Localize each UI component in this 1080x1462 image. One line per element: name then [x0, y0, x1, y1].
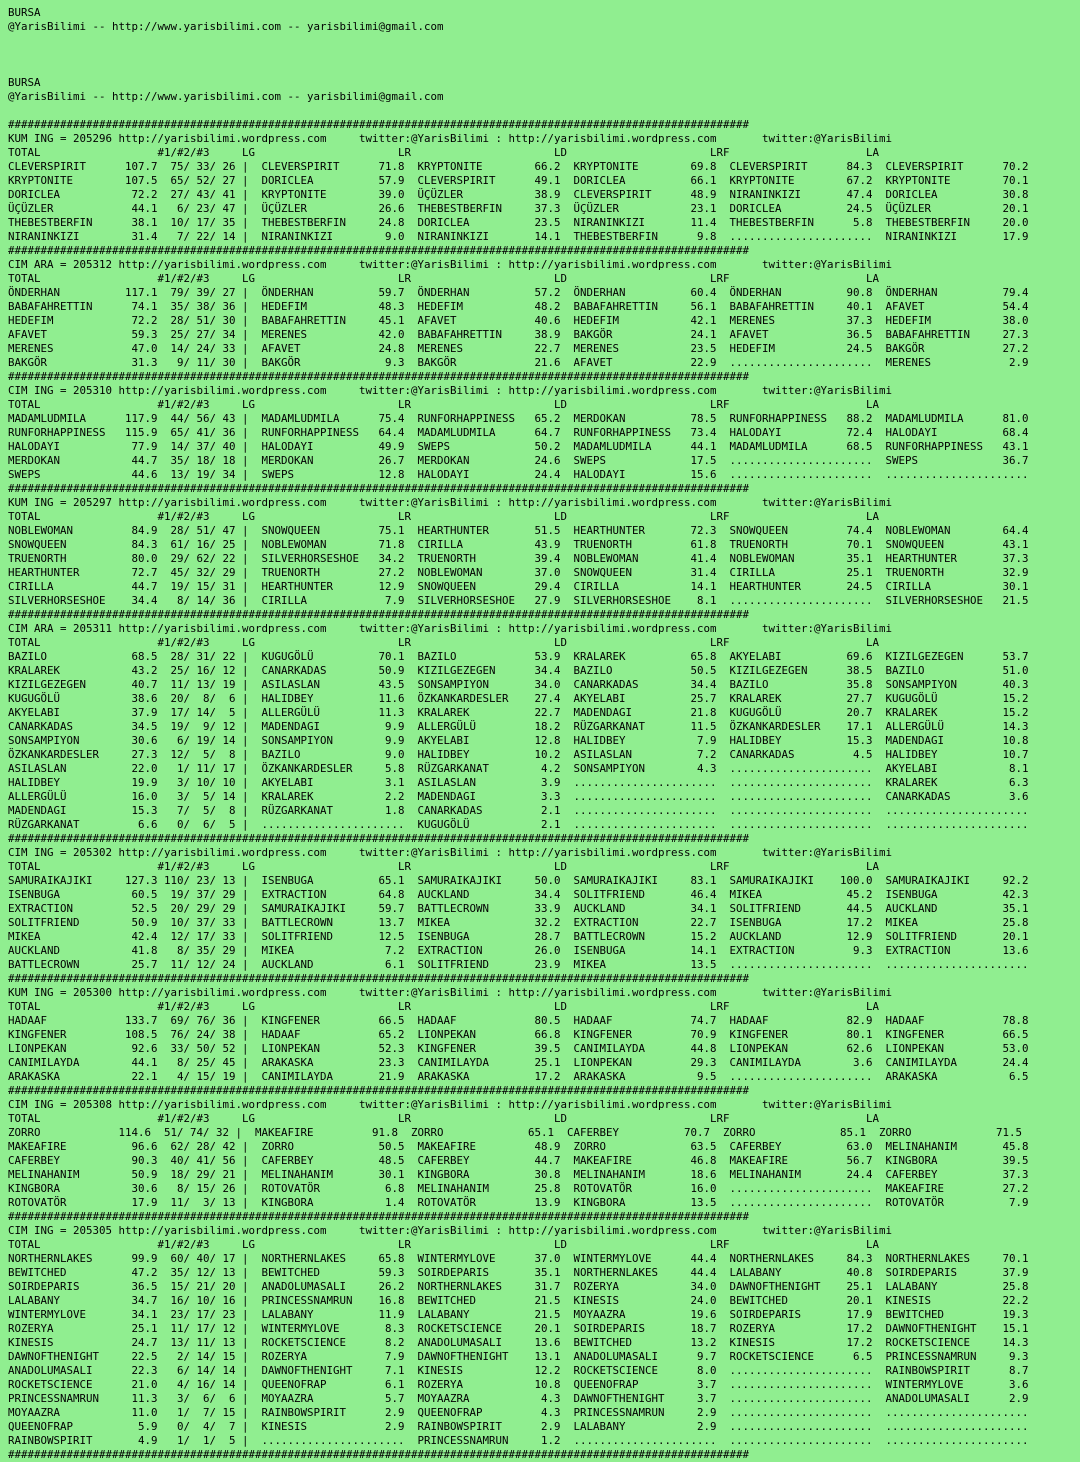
table-row: LALABANY 34.7 16/ 10/ 16 | PRINCESSNAMRUN 16.8 BEWITCHED 21.5 KINESIS 24.0 BEWITCHED 20.1 KINESIS 22.2: [8, 1294, 1029, 1307]
column-header-row: TOTAL #1/#2/#3 LG LR LD LRF LA: [8, 860, 880, 873]
table-row: ROCKETSCIENCE 21.0 4/ 16/ 14 | QUEENOFRAP 6.1 ROZERYA 10.8 QUEENOFRAP 3.7 ...................... WINTERMYLOVE 3.6: [8, 1378, 1029, 1391]
spacer: [8, 48, 1080, 62]
table-row: SOIRDEPARIS 36.5 15/ 21/ 20 | ANADOLUMASALI 26.2 NORTHERNLAKES 31.7 ROZERYA 34.0 DAWNOFTHENIGHT 25.1 LALABANY 25.8: [8, 1280, 1029, 1293]
table-row: RAINBOWSPIRIT 4.9 1/ 1/ 5 | ...................... PRINCESSNAMRUN 1.2 ...................... ...................... ......................: [8, 1434, 1029, 1447]
race-block: [8, 1084, 1080, 1210]
separator-line: ##################################################################################################################: [8, 972, 750, 985]
table-row: DORICLEA 72.2 27/ 43/ 41 | KRYPTONITE 39.0 ÜÇÜZLER 38.9 CLEVERSPIRIT 48.9 NIRANINKIZI 47.4 DORICLEA 30.8: [8, 188, 1029, 201]
table-row: SILVERHORSESHOE 34.4 8/ 14/ 36 | CIRILLA 7.9 SILVERHORSESHOE 27.9 SILVERHORSESHOE 8.1 ...................... SILVERHORSESHOE 21.5: [8, 594, 1029, 607]
column-header-row: TOTAL #1/#2/#3 LG LR LD LRF LA: [8, 272, 880, 285]
race-title: CIM ING = 205310 http://yarisbilimi.wordpress.com twitter:@YarisBilimi : http://yarisbilimi.wordpress.com twitter:@YarisBilimi: [8, 384, 893, 397]
table-row: DAWNOFTHENIGHT 22.5 2/ 14/ 15 | ROZERYA 7.9 DAWNOFTHENIGHT 13.1 ANADOLUMASALI 9.7 ROCKETSCIENCE 6.5 PRINCESSNAMRUN 9.3: [8, 1350, 1029, 1363]
table-row: RUNFORHAPPINESS 115.9 65/ 41/ 36 | RUNFORHAPPINESS 64.4 MADAMLUDMILA 64.7 RUNFORHAPPINESS 73.4 HALODAYI 72.4 HALODAYI 68.4: [8, 426, 1029, 439]
table-row: CIRILLA 44.7 19/ 15/ 31 | HEARTHUNTER 12.9 SNOWQUEEN 29.4 CIRILLA 14.1 HEARTHUNTER 24.5 CIRILLA 30.1: [8, 580, 1029, 593]
race-title: CIM ING = 205305 http://yarisbilimi.wordpress.com twitter:@YarisBilimi : http://yarisbilimi.wordpress.com twitter:@YarisBilimi: [8, 1224, 893, 1237]
table-row: MELINAHANIM 50.9 18/ 29/ 21 | MELINAHANIM 30.1 KINGBORA 30.8 MELINAHANIM 18.6 MELINAHANIM 24.4 CAFERBEY 37.3: [8, 1168, 1029, 1181]
separator-line: ##################################################################################################################: [8, 1084, 750, 1097]
race-title: CIM ARA = 205311 http://yarisbilimi.wordpress.com twitter:@YarisBilimi : http://yarisbilimi.wordpress.com twitter:@YarisBilimi: [8, 622, 893, 635]
table-row: EXTRACTION 52.5 20/ 29/ 29 | SAMURAIKAJIKI 59.7 BATTLECROWN 33.9 AUCKLAND 34.1 SOLITFRIEND 44.5 AUCKLAND 35.1: [8, 902, 1029, 915]
table-row: SNOWQUEEN 84.3 61/ 16/ 25 | NOBLEWOMAN 71.8 CIRILLA 43.9 TRUENORTH 61.8 TRUENORTH 70.1 SNOWQUEEN 43.1: [8, 538, 1029, 551]
table-row: KINGBORA 30.6 8/ 15/ 26 | ROTOVATÖR 6.8 MELINAHANIM 25.8 ROTOVATÖR 16.0 ...................... MAKEAFIRE 27.2: [8, 1182, 1029, 1195]
table-row: ANADOLUMASALI 22.3 6/ 14/ 14 | DAWNOFTHENIGHT 7.1 KINESIS 12.2 ROCKETSCIENCE 8.0 ...................... RAINBOWSPIRIT 8.7: [8, 1364, 1029, 1377]
race-block: [8, 482, 1080, 608]
table-row: CANARKADAS 34.5 19/ 9/ 12 | MADENDAGI 9.9 ALLERGÜLÜ 18.2 RÜZGARKANAT 11.5 ÖZKANKARDESLER 17.1 ALLERGÜLÜ 14.3: [8, 720, 1029, 733]
race-block: [8, 1210, 1080, 1448]
table-row: KRYPTONITE 107.5 65/ 52/ 27 | DORICLEA 57.9 CLEVERSPIRIT 49.1 DORICLEA 66.1 KRYPTONITE 67.2 KRYPTONITE 70.1: [8, 174, 1029, 187]
race-title: CIM ARA = 205312 http://yarisbilimi.wordpress.com twitter:@YarisBilimi : http://yarisbilimi.wordpress.com twitter:@YarisBilimi: [8, 258, 893, 271]
spacer: [8, 104, 1080, 118]
table-row: MAKEAFIRE 96.6 62/ 28/ 42 | ZORRO 50.5 MAKEAFIRE 48.9 ZORRO 63.5 CAFERBEY 63.0 MELINAHANIM 45.8: [8, 1140, 1029, 1153]
table-row: PRINCESSNAMRUN 11.3 3/ 6/ 6 | MOYAAZRA 5.7 MOYAAZRA 4.3 DAWNOFTHENIGHT 3.7 ...................... ANADOLUMASALI 2.9: [8, 1392, 1029, 1405]
table-row: MIKEA 42.4 12/ 17/ 33 | SOLITFRIEND 12.5 ISENBUGA 28.7 BATTLECROWN 15.2 AUCKLAND 12.9 SOLITFRIEND 20.1: [8, 930, 1029, 943]
table-row: MADAMLUDMILA 117.9 44/ 56/ 43 | MADAMLUDMILA 75.4 RUNFORHAPPINESS 65.2 MERDOKAN 78.5 RUNFORHAPPINESS 88.2 MADAMLUDMILA 81.0: [8, 412, 1029, 425]
column-header-row: TOTAL #1/#2/#3 LG LR LD LRF LA: [8, 398, 880, 411]
table-row: HALIDBEY 19.9 3/ 10/ 10 | AKYELABI 3.1 ASILASLAN 3.9 ...................... ...................... KRALAREK 6.3: [8, 776, 1029, 789]
contact-line: @YarisBilimi -- http://www.yarisbilimi.com -- yarisbilimi@gmail.com: [8, 20, 444, 33]
race-block: [8, 118, 1080, 244]
table-row: BEWITCHED 47.2 35/ 12/ 13 | BEWITCHED 59.3 SOIRDEPARIS 35.1 NORTHERNLAKES 44.4 LALABANY 40.8 SOIRDEPARIS 37.9: [8, 1266, 1029, 1279]
column-header-row: TOTAL #1/#2/#3 LG LR LD LRF LA: [8, 1000, 880, 1013]
table-row: KINESIS 24.7 13/ 11/ 13 | ROCKETSCIENCE 8.2 ANADOLUMASALI 13.6 BEWITCHED 13.2 KINESIS 17.2 ROCKETSCIENCE 14.3: [8, 1336, 1029, 1349]
spacer: [8, 34, 1080, 48]
column-header-row: TOTAL #1/#2/#3 LG LR LD LRF LA: [8, 1112, 880, 1125]
table-row: TRUENORTH 80.0 29/ 62/ 22 | SILVERHORSESHOE 34.2 TRUENORTH 39.4 NOBLEWOMAN 41.4 NOBLEWOMAN 35.1 HEARTHUNTER 37.3: [8, 552, 1029, 565]
table-row: CLEVERSPIRIT 107.7 75/ 33/ 26 | CLEVERSPIRIT 71.8 KRYPTONITE 66.2 KRYPTONITE 69.8 CLEVERSPIRIT 84.3 CLEVERSPIRIT 70.2: [8, 160, 1029, 173]
race-block: [8, 608, 1080, 832]
table-row: NORTHERNLAKES 99.9 60/ 40/ 17 | NORTHERNLAKES 65.8 WINTERMYLOVE 37.0 WINTERMYLOVE 44.4 NORTHERNLAKES 84.3 NORTHERNLAKES 70.1: [8, 1252, 1029, 1265]
table-row: CAFERBEY 90.3 40/ 41/ 56 | CAFERBEY 48.5 CAFERBEY 44.7 MAKEAFIRE 46.8 MAKEAFIRE 56.7 KINGBORA 39.5: [8, 1154, 1029, 1167]
city-title-repeat: BURSA: [8, 76, 41, 89]
table-row: KUGUGÖLÜ 38.6 20/ 8/ 6 | HALIDBEY 11.6 ÖZKANKARDESLER 27.4 AKYELABI 25.7 KRALAREK 27.7 KUGUGÖLÜ 15.2: [8, 692, 1029, 705]
separator-line: ##################################################################################################################: [8, 244, 750, 257]
table-row: LIONPEKAN 92.6 33/ 50/ 52 | LIONPEKAN 52.3 KINGFENER 39.5 CANIMILAYDA 44.8 LIONPEKAN 62.6 LIONPEKAN 53.0: [8, 1042, 1029, 1055]
table-row: HALODAYI 77.9 14/ 37/ 40 | HALODAYI 49.9 SWEPS 50.2 MADAMLUDMILA 44.1 MADAMLUDMILA 68.5 RUNFORHAPPINESS 43.1: [8, 440, 1029, 453]
race-tables: [8, 118, 1080, 1448]
spacer: [8, 62, 1080, 76]
table-row: ÜÇÜZLER 44.1 6/ 23/ 47 | ÜÇÜZLER 26.6 THEBESTBERFIN 37.3 ÜÇÜZLER 23.1 DORICLEA 24.5 ÜÇÜZLER 20.1: [8, 202, 1029, 215]
race-block: [8, 832, 1080, 972]
table-row: RÜZGARKANAT 6.6 0/ 6/ 5 | ...................... KUGUGÖLÜ 2.1 ...................... ...................... ......................: [8, 818, 1029, 831]
table-row: BABAFAHRETTIN 74.1 35/ 38/ 36 | HEDEFIM 48.3 HEDEFIM 48.2 BABAFAHRETTIN 56.1 BABAFAHRETTIN 40.1 AFAVET 54.4: [8, 300, 1029, 313]
race-title: CIM ING = 205302 http://yarisbilimi.wordpress.com twitter:@YarisBilimi : http://yarisbilimi.wordpress.com twitter:@YarisBilimi: [8, 846, 893, 859]
table-row: THEBESTBERFIN 38.1 10/ 17/ 35 | THEBESTBERFIN 24.8 DORICLEA 23.5 NIRANINKIZI 11.4 THEBESTBERFIN 5.8 THEBESTBERFIN 20.0: [8, 216, 1029, 229]
table-row: HEDEFIM 72.2 28/ 51/ 30 | BABAFAHRETTIN 45.1 AFAVET 40.6 HEDEFIM 42.1 MERENES 37.3 HEDEFIM 38.0: [8, 314, 1029, 327]
table-row: SOLITFRIEND 50.9 10/ 37/ 33 | BATTLECROWN 13.7 MIKEA 32.2 EXTRACTION 22.7 ISENBUGA 17.2 MIKEA 25.8: [8, 916, 1029, 929]
table-row: ISENBUGA 60.5 19/ 37/ 29 | EXTRACTION 64.8 AUCKLAND 34.4 SOLITFRIEND 46.4 MIKEA 45.2 ISENBUGA 42.3: [8, 888, 1029, 901]
table-row: CANIMILAYDA 44.1 8/ 25/ 45 | ARAKASKA 23.3 CANIMILAYDA 25.1 LIONPEKAN 29.3 CANIMILAYDA 3.6 CANIMILAYDA 24.4: [8, 1056, 1029, 1069]
column-header-row: TOTAL #1/#2/#3 LG LR LD LRF LA: [8, 146, 880, 159]
column-header-row: TOTAL #1/#2/#3 LG LR LD LRF LA: [8, 636, 880, 649]
table-row: MERENES 47.0 14/ 24/ 33 | AFAVET 24.8 MERENES 22.7 MERENES 23.5 HEDEFIM 24.5 BAKGÖR 27.2: [8, 342, 1029, 355]
table-row: KRALAREK 43.2 25/ 16/ 12 | CANARKADAS 50.9 KIZILGEZEGEN 34.4 BAZILO 50.5 KIZILGEZEGEN 38.5 BAZILO 51.0: [8, 664, 1029, 677]
contact-line-repeat: @YarisBilimi -- http://www.yarisbilimi.com -- yarisbilimi@gmail.com: [8, 90, 444, 103]
table-row: MERDOKAN 44.7 35/ 18/ 18 | MERDOKAN 26.7 MERDOKAN 24.6 SWEPS 17.5 ...................... SWEPS 36.7: [8, 454, 1029, 467]
table-row: BATTLECROWN 25.7 11/ 12/ 24 | AUCKLAND 6.1 SOLITFRIEND 23.9 MIKEA 13.5 ...................... ......................: [8, 958, 1029, 971]
table-row: NOBLEWOMAN 84.9 28/ 51/ 47 | SNOWQUEEN 75.1 HEARTHUNTER 51.5 HEARTHUNTER 72.3 SNOWQUEEN 74.4 NOBLEWOMAN 64.4: [8, 524, 1029, 537]
table-row: BAZILO 68.5 28/ 31/ 22 | KUGUGÖLÜ 70.1 BAZILO 53.9 KRALAREK 65.8 AKYELABI 69.6 KIZILGEZEGEN 53.7: [8, 650, 1029, 663]
separator-line: ##################################################################################################################: [8, 832, 750, 845]
table-row: SWEPS 44.6 13/ 19/ 34 | SWEPS 12.8 HALODAYI 24.4 HALODAYI 15.6 ...................... ......................: [8, 468, 1029, 481]
table-row: MOYAAZRA 11.0 1/ 7/ 15 | RAINBOWSPIRIT 2.9 QUEENOFRAP 4.3 PRINCESSNAMRUN 2.9 ...................... ......................: [8, 1406, 1029, 1419]
table-row: KINGFENER 108.5 76/ 24/ 38 | HADAAF 65.2 LIONPEKAN 66.8 KINGFENER 70.9 KINGFENER 80.1 KINGFENER 66.5: [8, 1028, 1029, 1041]
table-row: SAMURAIKAJIKI 127.3 110/ 23/ 13 | ISENBUGA 65.1 SAMURAIKAJIKI 50.0 SAMURAIKAJIKI 83.1 SAMURAIKAJIKI 100.0 SAMURAIKAJIKI 92.2: [8, 874, 1029, 887]
table-row: AKYELABI 37.9 17/ 14/ 5 | ALLERGÜLÜ 11.3 KRALAREK 22.7 MADENDAGI 21.8 KUGUGÖLÜ 20.7 KRALAREK 15.2: [8, 706, 1029, 719]
table-row: ASILASLAN 22.0 1/ 11/ 17 | ÖZKANKARDESLER 5.8 RÜZGARKANAT 4.2 SONSAMPIYON 4.3 ...................... AKYELABI 8.1: [8, 762, 1029, 775]
table-row: QUEENOFRAP 5.9 0/ 4/ 7 | KINESIS 2.9 RAINBOWSPIRIT 2.9 LALABANY 2.9 ...................... ......................: [8, 1420, 1029, 1433]
race-block: [8, 244, 1080, 370]
table-row: ROZERYA 25.1 11/ 17/ 12 | WINTERMYLOVE 8.3 ROCKETSCIENCE 20.1 SOIRDEPARIS 18.7 ROZERYA 17.2 DAWNOFTHENIGHT 15.1: [8, 1322, 1029, 1335]
table-row: ZORRO 114.6 51/ 74/ 32 | MAKEAFIRE 91.8 ZORRO 65.1 CAFERBEY 70.7 ZORRO 85.1 ZORRO 71.5: [8, 1126, 1023, 1139]
table-row: MADENDAGI 15.3 7/ 5/ 8 | RÜZGARKANAT 1.8 CANARKADAS 2.1 ...................... ...................... ......................: [8, 804, 1029, 817]
column-header-row: TOTAL #1/#2/#3 LG LR LD LRF LA: [8, 510, 880, 523]
table-row: HADAAF 133.7 69/ 76/ 36 | KINGFENER 66.5 HADAAF 80.5 HADAAF 74.7 HADAAF 82.9 HADAAF 78.8: [8, 1014, 1029, 1027]
table-row: ÖNDERHAN 117.1 79/ 39/ 27 | ÖNDERHAN 59.7 ÖNDERHAN 57.2 ÖNDERHAN 60.4 ÖNDERHAN 90.8 ÖNDERHAN 79.4: [8, 286, 1029, 299]
race-title: KUM ING = 205297 http://yarisbilimi.wordpress.com twitter:@YarisBilimi : http://yarisbilimi.wordpress.com twitter:@YarisBilimi: [8, 496, 893, 509]
table-row: ARAKASKA 22.1 4/ 15/ 19 | CANIMILAYDA 21.9 ARAKASKA 17.2 ARAKASKA 9.5 ...................... ARAKASKA 6.5: [8, 1070, 1029, 1083]
race-title: KUM ING = 205300 http://yarisbilimi.wordpress.com twitter:@YarisBilimi : http://yarisbilimi.wordpress.com twitter:@YarisBilimi: [8, 986, 893, 999]
table-row: ROTOVATÖR 17.9 11/ 3/ 13 | KINGBORA 1.4 ROTOVATÖR 13.9 KINGBORA 13.5 ...................... ROTOVATÖR 7.9: [8, 1196, 1029, 1209]
separator-line: ##################################################################################################################: [8, 482, 750, 495]
city-title: BURSA: [8, 6, 41, 19]
race-title: KUM ING = 205296 http://yarisbilimi.wordpress.com twitter:@YarisBilimi : http://yarisbilimi.wordpress.com twitter:@YarisBilimi: [8, 132, 893, 145]
race-block: [8, 972, 1080, 1084]
table-row: AFAVET 59.3 25/ 27/ 34 | MERENES 42.0 BABAFAHRETTIN 38.9 BAKGÖR 24.1 AFAVET 36.5 BABAFAHRETTIN 27.3: [8, 328, 1029, 341]
separator-line: ##################################################################################################################: [8, 608, 750, 621]
table-row: ALLERGÜLÜ 16.0 3/ 5/ 14 | KRALAREK 2.2 MADENDAGI 3.3 ...................... ...................... CANARKADAS 3.6: [8, 790, 1029, 803]
column-header-row: TOTAL #1/#2/#3 LG LR LD LRF LA: [8, 1238, 880, 1251]
separator-line: ##################################################################################################################: [8, 1210, 750, 1223]
separator-line: ##################################################################################################################: [8, 118, 750, 131]
race-block: [8, 370, 1080, 482]
final-separator: ##################################################################################################################: [8, 1448, 750, 1461]
table-row: WINTERMYLOVE 34.1 23/ 17/ 23 | LALABANY 11.9 LALABANY 21.5 MOYAAZRA 19.6 SOIRDEPARIS 17.9 BEWITCHED 19.3: [8, 1308, 1029, 1321]
table-row: ÖZKANKARDESLER 27.3 12/ 5/ 8 | BAZILO 9.0 HALIDBEY 10.2 ASILASLAN 7.2 CANARKADAS 4.5 HALIDBEY 10.7: [8, 748, 1029, 761]
table-row: AUCKLAND 41.8 8/ 35/ 29 | MIKEA 7.2 EXTRACTION 26.0 ISENBUGA 14.1 EXTRACTION 9.3 EXTRACTION 13.6: [8, 944, 1029, 957]
table-row: NIRANINKIZI 31.4 7/ 22/ 14 | NIRANINKIZI 9.0 NIRANINKIZI 14.1 THEBESTBERFIN 9.8 ...................... NIRANINKIZI 17.9: [8, 230, 1029, 243]
table-row: KIZILGEZEGEN 40.7 11/ 13/ 19 | ASILASLAN 43.5 SONSAMPIYON 34.0 CANARKADAS 34.4 BAZILO 35.8 SONSAMPIYON 40.3: [8, 678, 1029, 691]
table-row: HEARTHUNTER 72.7 45/ 32/ 29 | TRUENORTH 27.2 NOBLEWOMAN 37.0 SNOWQUEEN 31.4 CIRILLA 25.1 TRUENORTH 32.9: [8, 566, 1029, 579]
table-row: SONSAMPIYON 30.6 6/ 19/ 14 | SONSAMPIYON 9.9 AKYELABI 12.8 HALIDBEY 7.9 HALIDBEY 15.3 MADENDAGI 10.8: [8, 734, 1029, 747]
race-title: CIM ING = 205308 http://yarisbilimi.wordpress.com twitter:@YarisBilimi : http://yarisbilimi.wordpress.com twitter:@YarisBilimi: [8, 1098, 893, 1111]
table-row: BAKGÖR 31.3 9/ 11/ 30 | BAKGÖR 9.3 BAKGÖR 21.6 AFAVET 22.9 ...................... MERENES 2.9: [8, 356, 1029, 369]
separator-line: ##################################################################################################################: [8, 370, 750, 383]
